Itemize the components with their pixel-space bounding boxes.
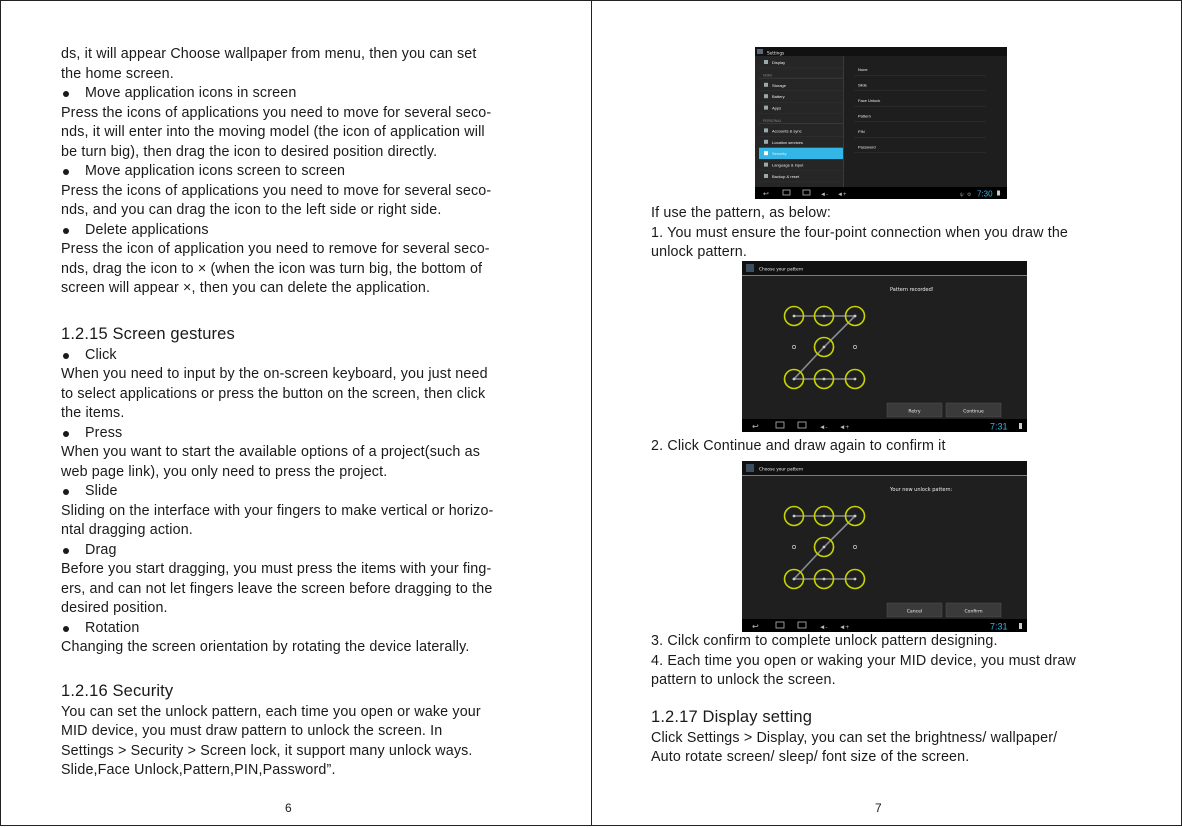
right-column-bottom [651,632,1161,768]
section-heading-security: 1.2.16 Security [61,681,174,700]
text-line: Slide,Face Unlock,Pattern,PIN,Password”. [61,762,336,778]
sidebar-item-label: Location services [772,139,803,145]
sidebar-item-icon [764,140,768,144]
bullet-move-screen: Move application icons screen to screen [61,162,561,182]
pattern-dot-center [793,515,796,518]
pattern-dot-center [854,515,857,518]
lock-option-2: Face Unlock [858,98,881,103]
text-line: 1. You must ensure the four-point connection when you draw the [651,224,1069,241]
text-line: Before you start dragging, you must press the items with your fing- [61,561,492,577]
pattern-dot-center [823,346,826,349]
text-line: the home screen. [61,65,174,82]
settings-title: Settings [767,50,785,56]
pattern-left-button-label: Retry [908,409,921,415]
volume-down-icon: ◄- [819,624,828,631]
sidebar-item-label: Apps [772,105,782,111]
lock-option-5: Password [858,144,876,150]
bullet-move-icons: Move application icons in screen [61,84,561,104]
text-line: nds, and you can drag the icon to the left side or right side. [61,202,442,218]
sidebar-item-icon [764,174,768,178]
back-icon: ↩ [752,622,759,631]
settings-status-icon: ⚙ [967,192,972,198]
pattern-message: Pattern recorded! [890,287,934,293]
sidebar-section-header: PERSONAL [763,119,782,123]
page-number: 6 [285,801,292,815]
pattern-message: Your new unlock pattern: [890,487,953,493]
text-line: Settings > Security > Screen lock, it support many unlock ways. [61,742,473,759]
text-line: to select applications or press the button on the screen, then click [61,385,486,402]
pattern-screenshot-confirm [742,461,1027,632]
pattern-dot-center [823,315,826,318]
sidebar-item-icon [764,106,768,110]
text-line: the items. [61,405,125,421]
pattern-dot-center [823,515,826,518]
text-line: 4. Each time you open or waking your MID device, you must draw [651,652,1076,669]
right-page [591,0,1182,826]
sidebar-item-label: Backup & reset [772,174,800,179]
sidebar-item-icon [764,163,768,167]
text-line: Press the icon of application you need to remove for several seco- [61,241,490,257]
text-line: unlock pattern. [651,244,748,260]
pattern-dot-center [793,578,796,581]
pattern-screenshot-recorded [742,261,1027,432]
text-line: ds, it will appear Choose wallpaper from menu, then you can set [61,46,477,62]
bullet-delete-apps: Delete applications [61,221,561,241]
text-line: ers, and can not let fingers leave the screen before dragging to the [61,580,493,597]
sidebar-item-icon [764,83,768,87]
text-line: Press the icons of applications you need to move for several seco- [61,182,492,199]
settings-screenshot [755,47,1007,199]
volume-up-icon: ◄+ [837,192,847,198]
battery-icon [1019,423,1022,429]
page-number: 7 [875,801,882,815]
text-line: nds, drag the icon to × (when the icon was turn big, the bottom of [61,260,483,277]
text-line: When you need to input by the on-screen keyboard, you just need [61,366,488,382]
pattern-left-button-label: Cancel [906,609,923,615]
pattern-title: Choose your pattern [759,267,804,273]
sidebar-item-label: Display [772,60,786,65]
bullet-drag: Drag [61,541,561,561]
sidebar-item-label: Battery [772,94,785,100]
text-line: You can set the unlock pattern, each time you open or wake your [61,703,481,720]
pattern-right-button-label: Confirm [964,609,983,615]
volume-down-icon: ◄- [820,192,828,198]
section-heading-display: 1.2.17 Display setting [651,707,813,726]
bullet-press: Press [61,424,561,444]
sidebar-item-label: Storage [772,82,787,88]
text-line: Press the icons of applications you need to move for several seco- [61,104,492,121]
clock-text: 7:30 [977,189,993,199]
volume-down-icon: ◄- [819,424,828,431]
section-heading-gestures: 1.2.15 Screen gestures [61,324,235,343]
bullet-rotation: Rotation [61,619,561,639]
sidebar-item-label: Accounts & sync [772,128,802,134]
text-line: Auto rotate screen/ sleep/ font size of the screen. [651,749,970,765]
pattern-dot-center [854,378,857,381]
sidebar-item-icon [764,60,768,64]
text-line: Click Settings > Display, you can set the brightness/ wallpaper/ [651,729,1058,746]
pattern-dot-center [823,546,826,549]
sidebar-item-label: Security [772,151,787,157]
text-line: When you want to start the available options of a project(such as [61,444,481,460]
bullet-slide: Slide [61,482,561,502]
left-column [61,45,561,781]
text-line: MID device, you must draw pattern to unlock the screen. In [61,723,443,739]
text-line: Sliding on the interface with your fingers to make vertical or horizo- [61,502,494,519]
pattern-title: Choose your pattern [759,467,804,473]
volume-up-icon: ◄+ [839,624,850,631]
usb-icon: ψ [960,192,964,198]
text-line: be turn big), then drag the icon to desired position directly. [61,143,438,160]
text-line: nds, it will enter into the moving model (the icon of application will [61,124,485,140]
settings-app-icon [746,464,754,472]
back-icon: ↩ [763,191,769,198]
sidebar-item-icon [764,151,768,155]
volume-up-icon: ◄+ [839,424,850,431]
right-column-step2 [651,437,1161,457]
text-line: Changing the screen orientation by rotating the device laterally. [61,639,470,655]
back-icon: ↩ [752,422,759,431]
pattern-dot-center [793,378,796,381]
text-line: If use the pattern, as below: [651,205,831,221]
clock-text: 7:31 [990,421,1008,432]
lock-option-4: PIN [858,129,865,134]
pattern-dot-center [793,315,796,318]
settings-app-icon [746,264,754,272]
pattern-dot-center [823,378,826,381]
battery-icon [997,191,1000,196]
lock-option-0: None [858,67,868,72]
sidebar-item-icon [764,128,768,132]
text-line: 3. Cilck confirm to complete unlock pattern designing. [651,633,998,649]
bullet-click: Click [61,346,561,366]
text-line: ntal dragging action. [61,522,193,538]
text-line: 2. Click Continue and draw again to confirm it [651,438,946,454]
lock-option-1: Slide [858,82,867,88]
text-line: desired position. [61,600,168,616]
right-column-top [651,204,1161,263]
clock-text: 7:31 [990,621,1008,632]
text-line: screen will appear ×, then you can delete the application. [61,280,431,296]
settings-app-icon [757,49,763,54]
pattern-dot-center [823,578,826,581]
battery-icon [1019,623,1022,629]
lock-option-3: Pattern [858,113,871,119]
pattern-dot-center [854,578,857,581]
sidebar-item-label: Language & input [772,162,804,168]
pattern-right-button-label: Continue [963,409,984,415]
text-line: web page link), you only need to press the project. [61,463,388,480]
left-page [0,0,592,826]
text-line: pattern to unlock the screen. [651,672,836,688]
sidebar-item-icon [764,94,768,98]
sidebar-section-header: HDMI [763,73,772,78]
pattern-dot-center [854,315,857,318]
